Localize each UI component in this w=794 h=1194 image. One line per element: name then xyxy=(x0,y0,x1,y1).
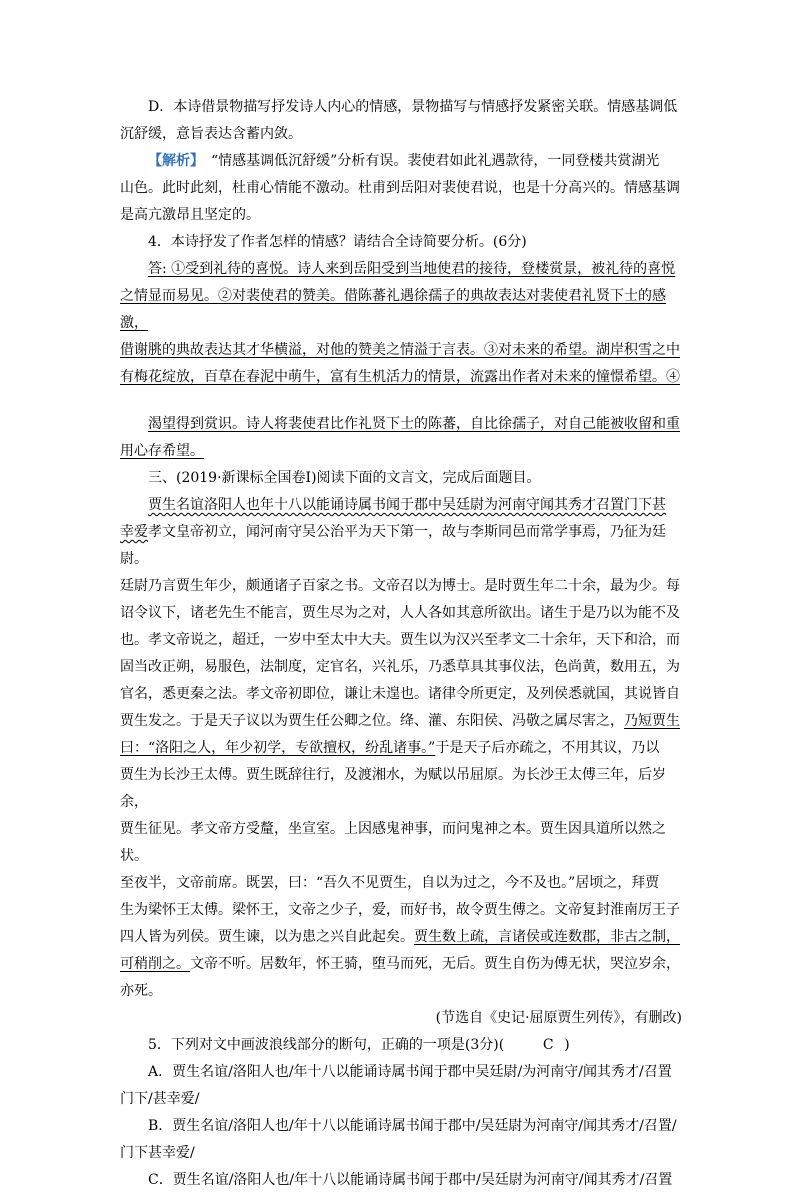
option-b-line: B．贾生名谊/洛阳人也/年十八以能诵诗属书闻于郡中/吴廷尉为河南守/闻其秀才/召置/ xyxy=(148,1118,677,1134)
answer-line xyxy=(120,283,682,337)
passage-line xyxy=(120,708,682,735)
option-a-line: 门下/甚幸爱/ xyxy=(120,1091,200,1107)
option-d-line: D．本诗借景物描写抒发诗人内心的情感，景物描写与情感抒发紧密关联。情感基调低 xyxy=(148,99,678,115)
passage-line: 官名，悉更秦之法。孝文帝初即位，谦让未遑也。诸律令所更定，及列侯悉就国，其说皆自 xyxy=(120,686,680,702)
passage-line xyxy=(120,951,682,978)
analysis-text: “情感基调低沉舒缓”分析有误。裴使君如此礼遇款待，一同登楼共赏湖光 xyxy=(197,153,660,169)
option-a-line: A．贾生名谊/洛阳人也/年十八以能诵诗属书闻于郡中吴廷尉/为河南守/闻其秀才/召置 xyxy=(148,1064,672,1080)
underlined-text: 可稍削之。 xyxy=(120,956,190,972)
analysis-line: 是高亢激昂且坚定的。 xyxy=(120,207,260,223)
answer-text: 用心存希望。 xyxy=(120,443,204,459)
option-c-line: C．贾生名谊/洛阳人也/年十八以能诵诗属书闻于郡中/吴廷尉为河南守/闻其秀才/召置 xyxy=(148,1172,673,1188)
answer-text: 借谢朓的典故表达其才华横溢，对他的赞美之情溢于言表。③对未来的希望。湖岸积雪之中 xyxy=(120,342,680,358)
question-5-answer: C xyxy=(542,1037,554,1053)
option-b-line: 门下甚幸爱/ xyxy=(120,1145,195,1161)
answer-line xyxy=(120,256,682,283)
answer-line xyxy=(120,337,682,364)
passage-line: 至夜半，文帝前席。既罢，曰：“吾久不见贾生，自以为过之，今不及也。”居顷之，拜贾 xyxy=(120,875,660,891)
passage-line: 贾生为长沙王太傅。贾生既辞往行，及渡湘水，为赋以吊屈原。为长沙王太傅三年，后岁余， xyxy=(120,767,666,810)
question-4: 4．本诗抒发了作者怎样的情感？请结合全诗简要分析。(6分) xyxy=(148,234,527,250)
section-3-heading: 三、(2019·新课标全国卷Ⅰ)阅读下面的文言文，完成后面题目。 xyxy=(148,470,541,486)
document-content xyxy=(120,94,682,1194)
analysis-tag: 【解析】 xyxy=(148,153,197,169)
passage-line: 也。孝文帝说之，超迁，一岁中至太中大夫。贾生以为汉兴至孝文二十余年，天下和洽，而 xyxy=(120,632,680,648)
analysis-paragraph xyxy=(120,148,682,175)
spacer xyxy=(120,391,682,411)
question-5 xyxy=(120,1032,682,1059)
passage-line xyxy=(120,735,682,762)
answer-text: 渴望得到赏识。诗人将裴使君比作礼贤下士的陈蕃，自比徐孺子，对自己能被收留和重 xyxy=(148,416,680,432)
passage-line: 固当改正朔，易服色，法制度，定官名，兴礼乐，乃悉草具其事仪法，色尚黄，数用五，为 xyxy=(120,659,680,675)
source-citation: (节选自《史记·屈原贾生列传》，有删改) xyxy=(435,1010,682,1026)
underlined-text: 贾生数上疏，言诸侯或连数郡，非古之制， xyxy=(414,929,680,945)
underlined-text: 乃短贾生 xyxy=(624,713,680,729)
answer-text: 之情显而易见。②对裴使君的赞美。借陈蕃礼遇徐孺子的典故表达对裴使君礼贤下士的感激， xyxy=(120,288,666,331)
answer-line xyxy=(120,438,682,465)
passage-line: 亦死。 xyxy=(120,983,162,999)
passage-line: 诏令议下，诸老先生不能言，贾生尽为之对，人人各如其意所欲出。诸生于是乃以为能不及 xyxy=(120,605,680,621)
wavy-underline-text: 贾生名谊洛阳人也年十八以能诵诗属书闻于郡中吴廷尉为河南守闻其秀才召置门下甚 xyxy=(148,497,666,513)
analysis-line: 山色。此时此刻，杜甫心情能不激动。杜甫到岳阳对裴使君说，也是十分高兴的。情感基调 xyxy=(120,180,680,196)
passage-text: 四人皆为列侯。贾生谏，以为患之兴自此起矣。 xyxy=(120,929,414,945)
question-5-text: 5．下列对文中画波浪线部分的断句，正确的一项是(3分)( xyxy=(148,1037,505,1053)
question-5-close: ) xyxy=(564,1037,570,1053)
passage-text: 于是天子后亦疏之，不用其议，乃以 xyxy=(435,740,660,756)
passage-text: 文帝不听。居数年，怀王骑，堕马而死，无后。贾生自伤为傅无状，哭泣岁余， xyxy=(190,956,680,972)
wavy-underline-text: 幸爱 xyxy=(120,524,148,540)
passage-text: 贾生发之。于是天子议以为贾生任公卿之位。绛、灌、东阳侯、冯敬之属尽害之， xyxy=(120,713,624,729)
answer-line xyxy=(120,364,682,391)
option-d-line: 沉舒缓，意旨表达含蓄内敛。 xyxy=(120,126,302,142)
passage-line xyxy=(120,924,682,951)
answer-line xyxy=(120,411,682,438)
passage-line: 生为梁怀王太傅。梁怀王，文帝之少子，爱，而好书，故令贾生傅之。文帝复封淮南厉王子 xyxy=(120,902,680,918)
answer-text: 答: ①受到礼待的喜悦。诗人来到岳阳受到当地使君的接待，登楼赏景，被礼待的喜悦 xyxy=(148,261,676,277)
answer-text: 有梅花绽放，百草在春泥中萌牛，富有生机活力的情景，流露出作者对未来的憧憬希望。④ xyxy=(120,369,680,385)
underlined-text: 曰：“洛阳之人，年少初学，专欲擅权，纷乱诸事。” xyxy=(120,740,436,756)
passage-line xyxy=(120,519,682,573)
passage-line xyxy=(120,492,682,519)
passage-text: 孝文皇帝初立，闻河南守吴公治平为天下第一，故与李斯同邑而常学事焉，乃征为廷尉。 xyxy=(120,524,666,567)
passage-line: 贾生征见。孝文帝方受釐，坐宣室。上因感鬼神事，而问鬼神之本。贾生因具道所以然之状。 xyxy=(120,821,666,864)
passage-line: 廷尉乃言贾生年少，颇通诸子百家之书。文帝召以为博士。是时贾生年二十余，最为少。每 xyxy=(120,578,680,594)
